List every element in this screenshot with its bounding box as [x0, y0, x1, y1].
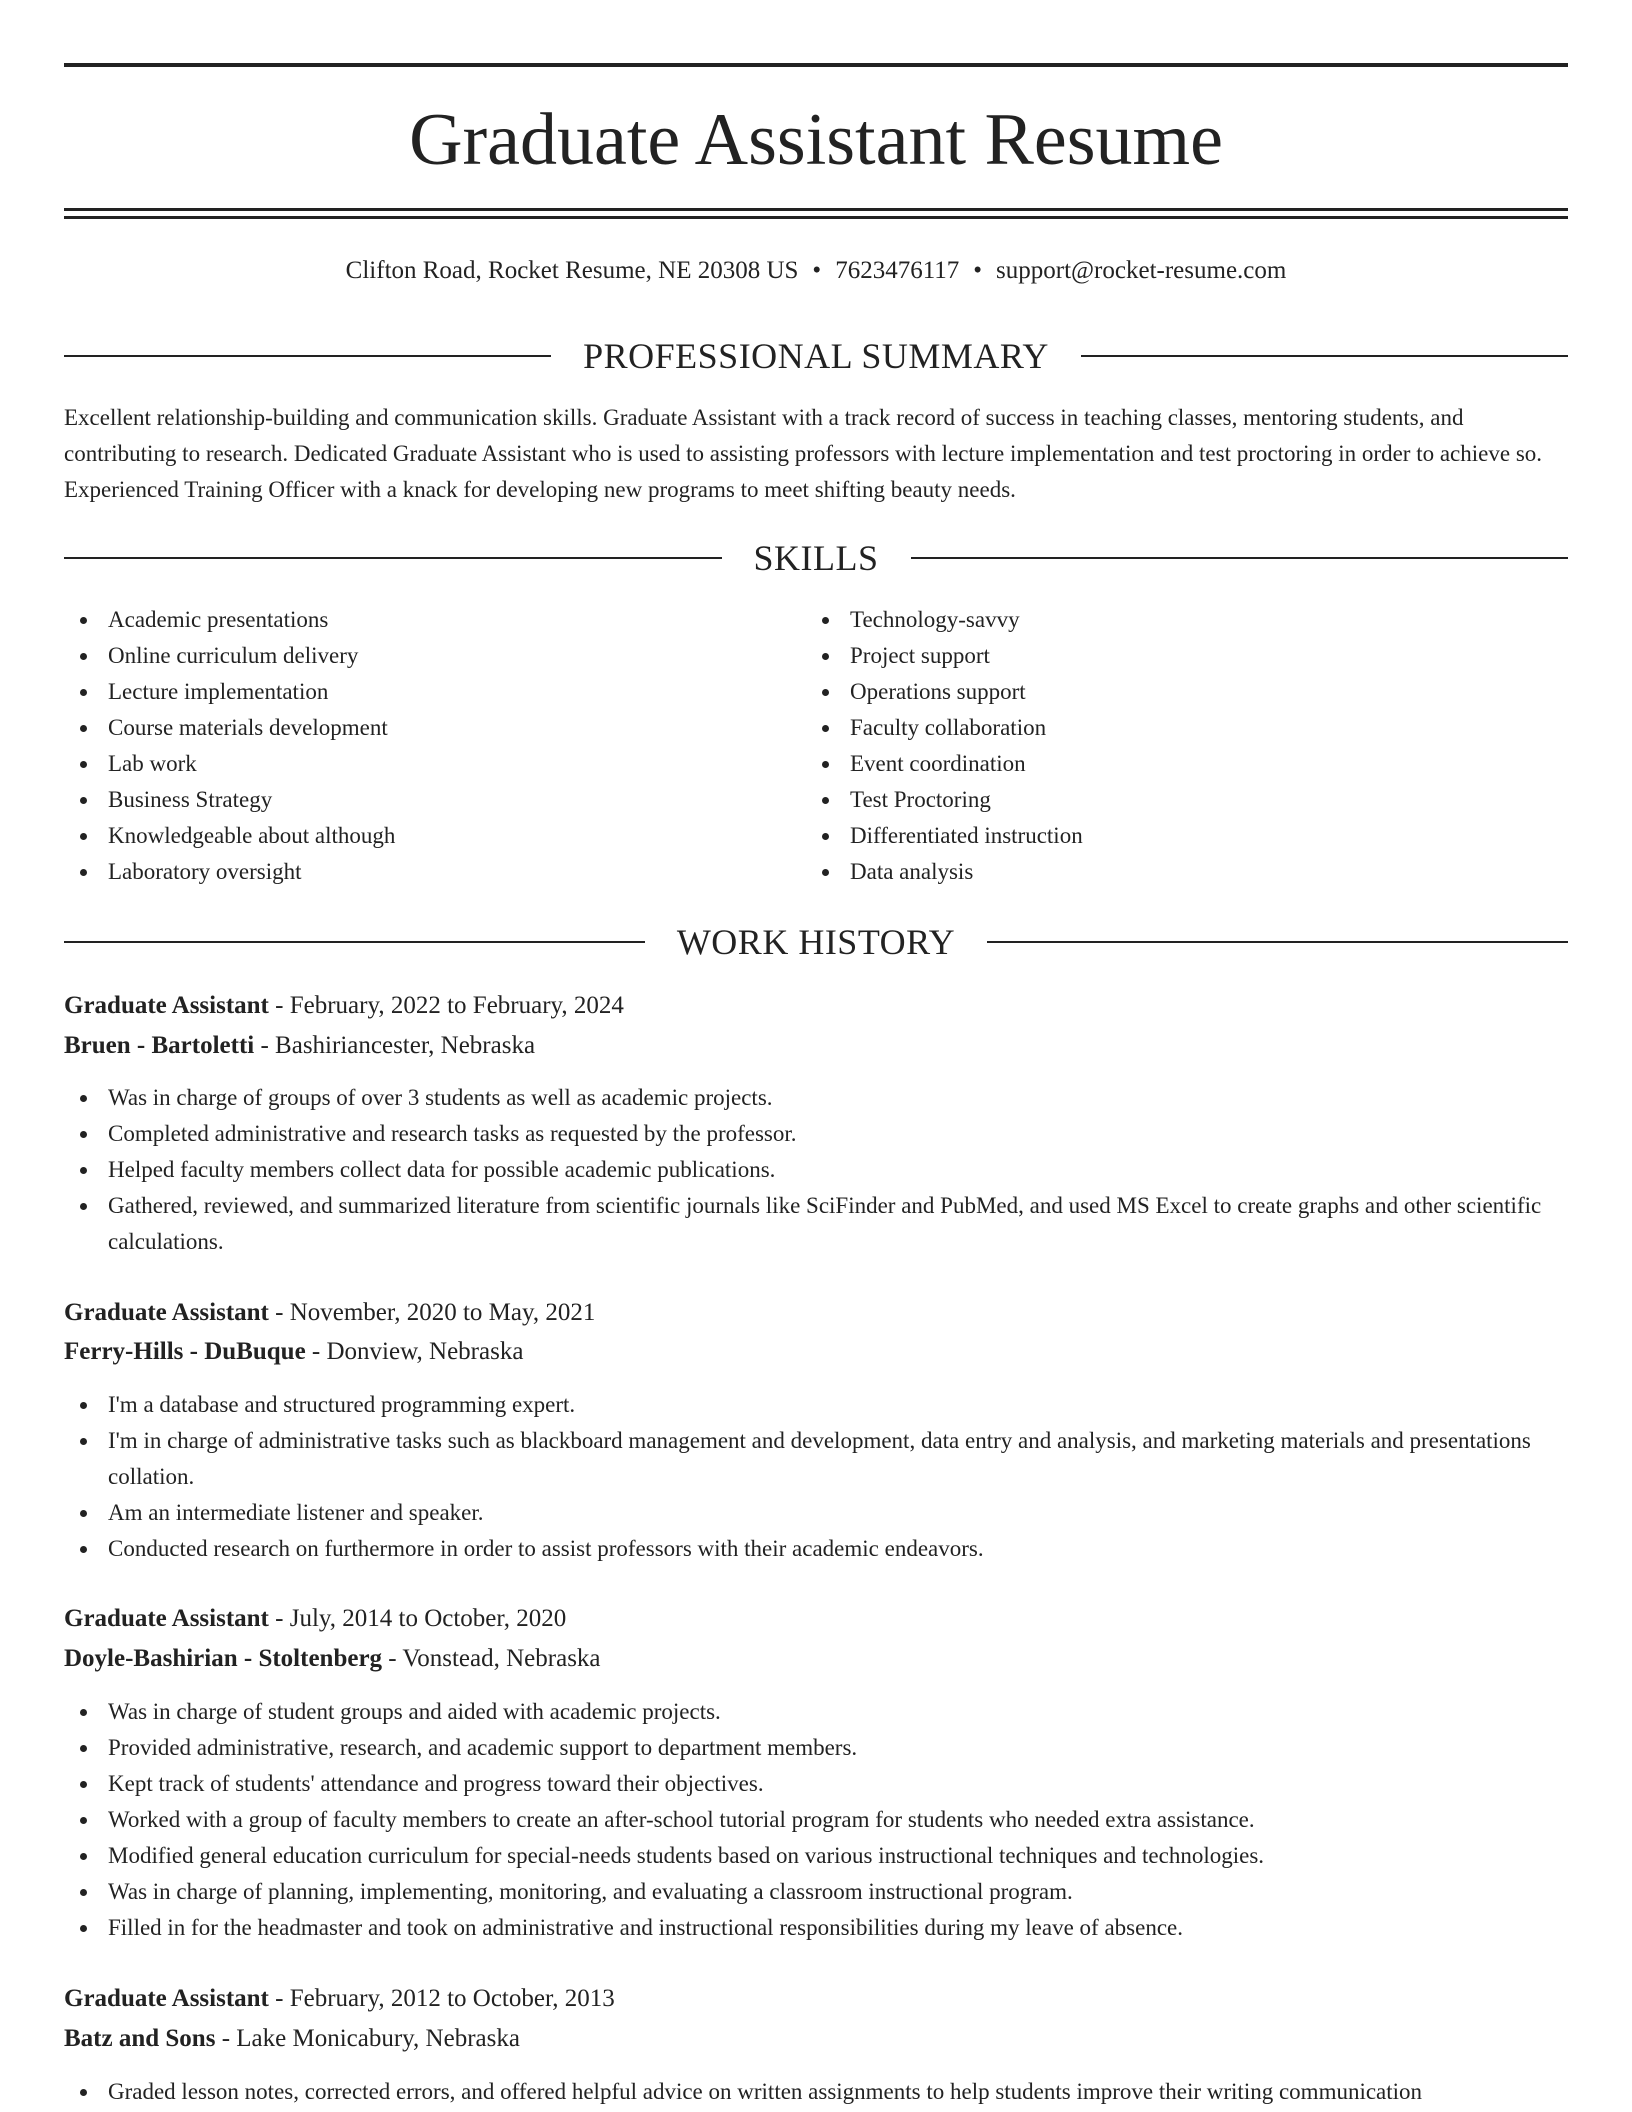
heading-rule-left: [64, 355, 551, 357]
title-rule-lower: [64, 216, 1568, 219]
contact-address: Clifton Road, Rocket Resume, NE 20308 US: [345, 257, 799, 284]
work-heading: [64, 922, 1568, 962]
page-title: Graduate Assistant Resume: [409, 99, 1223, 181]
title-rule-upper: [64, 208, 1568, 211]
job-company-line: [64, 1641, 1568, 1677]
job-bullet: Graded lesson notes, corrected errors, and offered helpful advice on written assignments to help students improve their writing communication: [64, 2074, 1568, 2110]
job-title: Graduate Assistant: [64, 1985, 269, 2012]
job-bullet: Helped faculty members collect data for possible academic publications.: [64, 1152, 1568, 1188]
job-bullet: Provided administrative, research, and academic support to department members.: [64, 1730, 1568, 1766]
skill-item: Operations support: [806, 674, 1506, 710]
skill-item: Laboratory oversight: [64, 854, 764, 890]
job-bullet: I'm a database and structured programming expert.: [64, 1387, 1568, 1423]
job-bullet: Completed administrative and research tasks as requested by the professor.: [64, 1116, 1568, 1152]
job-company: Ferry-Hills - DuBuque: [64, 1338, 306, 1365]
job-bullet: Modified general education curriculum for special-needs students based on various instructional techniques and technologies.: [64, 1838, 1568, 1874]
skill-item: Lecture implementation: [64, 674, 764, 710]
job-location: - Bashiriancester, Nebraska: [254, 1032, 536, 1059]
skill-item: Event coordination: [806, 746, 1506, 782]
job-bullet: Was in charge of student groups and aided with academic projects.: [64, 1694, 1568, 1730]
job-title: Graduate Assistant: [64, 1299, 269, 1326]
skills-list-left: [64, 602, 764, 890]
job-bullet: Conducted research on furthermore in order to assist professors with their academic endeavors.: [64, 1531, 1568, 1567]
skill-item: Project support: [806, 638, 1506, 674]
summary-heading-label: PROFESSIONAL SUMMARY: [583, 336, 1049, 376]
job-dates: - February, 2022 to February, 2024: [268, 992, 624, 1019]
job-title-line: [64, 1601, 1568, 1637]
heading-rule-left: [64, 557, 722, 559]
job-title-line: [64, 988, 1568, 1024]
job-company: Batz and Sons: [64, 2025, 216, 2052]
skill-item: Differentiated instruction: [806, 818, 1506, 854]
job-location: - Vonstead, Nebraska: [382, 1645, 601, 1672]
job-bullet: Gathered, reviewed, and summarized literature from scientific journals like SciFinder and PubMed, and used MS Excel to create graphs and other scientific calculations.: [64, 1188, 1568, 1260]
job-bullet: Filled in for the headmaster and took on administrative and instructional responsibilities during my leave of absence.: [64, 1910, 1568, 1946]
skill-item: Academic presentations: [64, 602, 764, 638]
job-bullets: [64, 1387, 1568, 1567]
job-company: Bruen - Bartoletti: [64, 1032, 255, 1059]
job-dates: - November, 2020 to May, 2021: [268, 1299, 596, 1326]
job-company: Doyle-Bashirian - Stoltenberg: [64, 1645, 383, 1672]
skill-item: Faculty collaboration: [806, 710, 1506, 746]
skill-item: Technology-savvy: [806, 602, 1506, 638]
job-bullet: Was in charge of groups of over 3 students as well as academic projects.: [64, 1080, 1568, 1116]
top-rule: [64, 63, 1568, 67]
job-dates: - February, 2012 to October, 2013: [268, 1985, 615, 2012]
job-company-line: [64, 2021, 1568, 2057]
contact-email: support@rocket-resume.com: [996, 257, 1287, 284]
job-bullet: Kept track of students' attendance and progress toward their objectives.: [64, 1766, 1568, 1802]
job-company-line: [64, 1028, 1568, 1064]
skill-item: Online curriculum delivery: [64, 638, 764, 674]
contact-phone: 7623476117: [835, 257, 960, 284]
contact-separator: •: [812, 257, 822, 284]
skill-item: Data analysis: [806, 854, 1506, 890]
skills-list-right: [806, 602, 1506, 890]
job-location: - Lake Monicabury, Nebraska: [215, 2025, 520, 2052]
summary-text: Excellent relationship-building and communication skills. Graduate Assistant with a track record of success in teaching classes, mentoring students, and contributing to research. Dedicated Graduate Assistant who is used to assisting professors with lecture implementation and test proctoring in order to achieve so. Experienced Training Officer with a knack for developing new programs to meet shifting beauty needs.: [64, 405, 1543, 502]
job-title: Graduate Assistant: [64, 992, 269, 1019]
job-dates: - July, 2014 to October, 2020: [268, 1605, 567, 1632]
contact-line: [64, 256, 1568, 286]
job-bullet: Was in charge of planning, implementing, monitoring, and evaluating a classroom instructional program.: [64, 1874, 1568, 1910]
skill-item: Knowledgeable about although: [64, 818, 764, 854]
summary-heading: [64, 336, 1568, 376]
heading-rule-right: [987, 941, 1568, 943]
job-title-line: [64, 1981, 1568, 2017]
job-title-line: [64, 1295, 1568, 1331]
skill-item: Test Proctoring: [806, 782, 1506, 818]
skill-item: Lab work: [64, 746, 764, 782]
job-bullet: Am an intermediate listener and speaker.: [64, 1495, 1568, 1531]
job-bullets: [64, 1694, 1568, 1946]
skills-heading: [64, 538, 1568, 578]
job-company-line: [64, 1334, 1568, 1370]
job-bullets: [64, 1080, 1568, 1260]
skill-item: Course materials development: [64, 710, 764, 746]
work-heading-label: WORK HISTORY: [676, 922, 956, 962]
job-location: - Donview, Nebraska: [305, 1338, 524, 1365]
heading-rule-right: [1081, 355, 1568, 357]
job-title: Graduate Assistant: [64, 1605, 269, 1632]
job-bullets: [64, 2074, 1568, 2110]
job-bullet: I'm in charge of administrative tasks such as blackboard management and development, data entry and analysis, and marketing materials and presentations collation.: [64, 1423, 1568, 1495]
contact-separator: •: [973, 257, 983, 284]
skills-heading-label: SKILLS: [753, 538, 879, 578]
heading-rule-left: [64, 941, 645, 943]
job-bullet: Worked with a group of faculty members to create an after-school tutorial program for students who needed extra assistance.: [64, 1802, 1568, 1838]
heading-rule-right: [911, 557, 1569, 559]
skill-item: Business Strategy: [64, 782, 764, 818]
